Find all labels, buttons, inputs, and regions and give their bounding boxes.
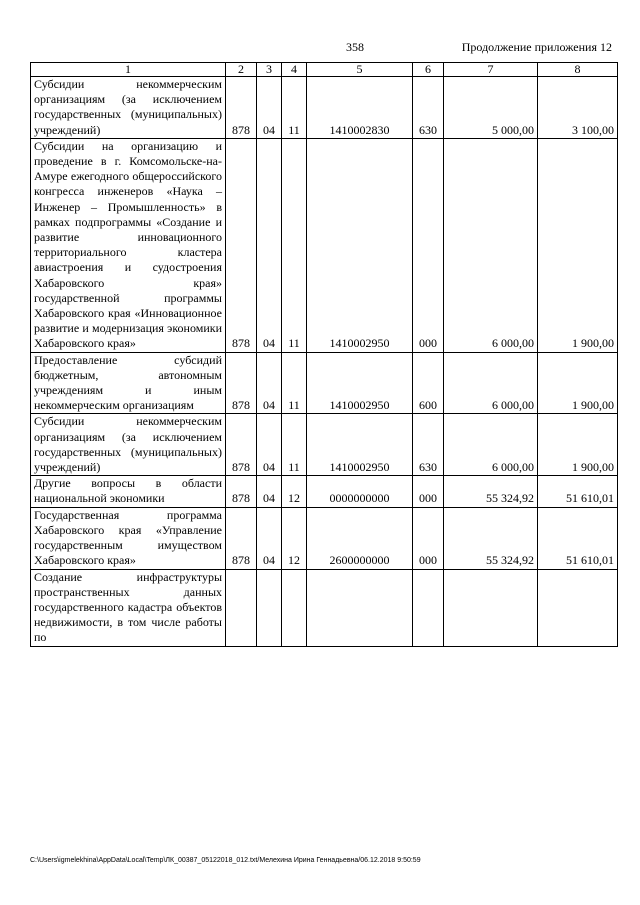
cell-expense-type: 000 [413,476,444,507]
header-row [31,63,618,77]
cell-expense-type: 630 [413,77,444,139]
cell-amount-1: 55 324,92 [444,476,538,507]
table-row [31,138,618,352]
cell-section: 04 [257,414,282,476]
cell-ministry-code: 878 [226,507,257,569]
cell-amount-2: 51 610,01 [538,476,618,507]
table-row [31,352,618,414]
cell-target-article: 2600000000 [307,507,413,569]
cell-subsection [282,569,307,646]
cell-section: 04 [257,507,282,569]
cell-ministry-code: 878 [226,77,257,139]
row-name-cell [31,569,226,646]
row-name: Субсидии некоммерческим организациям (за исключением государственных (муниципальных) учреждений) [34,77,222,137]
cell-section: 04 [257,352,282,414]
cell-section [257,569,282,646]
continuation-label: Продолжение приложения 12 [461,40,612,54]
cell-subsection: 12 [282,507,307,569]
cell-subsection: 11 [282,77,307,139]
cell-subsection: 11 [282,352,307,414]
cell-ministry-code [226,569,257,646]
row-name: Предоставление субсидий бюджетным, автономным учреждениям и иным некоммерческим организациям [34,352,222,413]
cell-ministry-code: 878 [226,414,257,476]
row-name-cell [31,352,226,414]
cell-amount-2: 1 900,00 [538,352,618,414]
column-header: 1 [31,63,226,77]
table-row [31,507,618,569]
row-name-cell [31,414,226,476]
file-path-footer: C:\Users\igmelekhina\AppData\Local\Temp\ЛК_00387_05122018_012.txt/Мелехина Ирина Геннадьевна/06.12.2018 9:50:59 [30,857,421,864]
column-header: 8 [538,63,618,77]
page-number: 358 [346,40,364,54]
row-name-cell [31,77,226,139]
column-header: 4 [282,63,307,77]
cell-subsection: 12 [282,476,307,507]
cell-amount-1 [444,569,538,646]
row-name: Создание инфраструктуры пространственных данных государственного кадастра объектов недвижимости, в том числе работы по [34,569,222,645]
cell-section: 04 [257,77,282,139]
cell-subsection: 11 [282,414,307,476]
row-name: Субсидии на организацию и проведение в г. Комсомольске-на-Амуре ежегодного общероссийского конгресса инженеров «Наука – Инженер – Промышленность» в рамках подпрограммы «Создание и развитие инновационного территориального кластера авиастроения и судостроения Хабаровского края» государственной программы Хабаровского края «Инновационное развитие и модернизация экономики Хабаровского края» [34,138,222,351]
column-header: 7 [444,63,538,77]
row-name-cell [31,476,226,507]
table-row [31,77,618,139]
cell-amount-1: 6 000,00 [444,352,538,414]
cell-expense-type: 630 [413,414,444,476]
cell-expense-type [413,569,444,646]
cell-subsection: 11 [282,138,307,352]
cell-target-article: 1410002830 [307,77,413,139]
cell-expense-type: 000 [413,138,444,352]
cell-target-article: 0000000000 [307,476,413,507]
cell-amount-2 [538,569,618,646]
row-name: Государственная программа Хабаровского края «Управление государственным имуществом Хабаровского края» [34,507,222,568]
cell-section: 04 [257,138,282,352]
table-row [31,476,618,507]
cell-amount-1: 5 000,00 [444,77,538,139]
cell-target-article: 1410002950 [307,138,413,352]
cell-amount-2: 3 100,00 [538,77,618,139]
column-header: 3 [257,63,282,77]
cell-amount-1: 6 000,00 [444,414,538,476]
column-header: 2 [226,63,257,77]
cell-ministry-code: 878 [226,138,257,352]
cell-target-article: 1410002950 [307,352,413,414]
cell-target-article [307,569,413,646]
column-header: 6 [413,63,444,77]
column-header: 5 [307,63,413,77]
cell-amount-2: 1 900,00 [538,138,618,352]
table-row [31,414,618,476]
row-name: Другие вопросы в области национальной экономики [34,476,222,506]
cell-ministry-code: 878 [226,352,257,414]
cell-section: 04 [257,476,282,507]
cell-target-article: 1410002950 [307,414,413,476]
table-row [31,569,618,646]
row-name-cell [31,138,226,352]
cell-amount-1: 55 324,92 [444,507,538,569]
row-name-cell [31,507,226,569]
row-name: Субсидии некоммерческим организациям (за исключением государственных (муниципальных) учреждений) [34,414,222,475]
budget-table [30,62,618,647]
cell-expense-type: 600 [413,352,444,414]
cell-amount-1: 6 000,00 [444,138,538,352]
cell-amount-2: 51 610,01 [538,507,618,569]
cell-ministry-code: 878 [226,476,257,507]
cell-expense-type: 000 [413,507,444,569]
cell-amount-2: 1 900,00 [538,414,618,476]
